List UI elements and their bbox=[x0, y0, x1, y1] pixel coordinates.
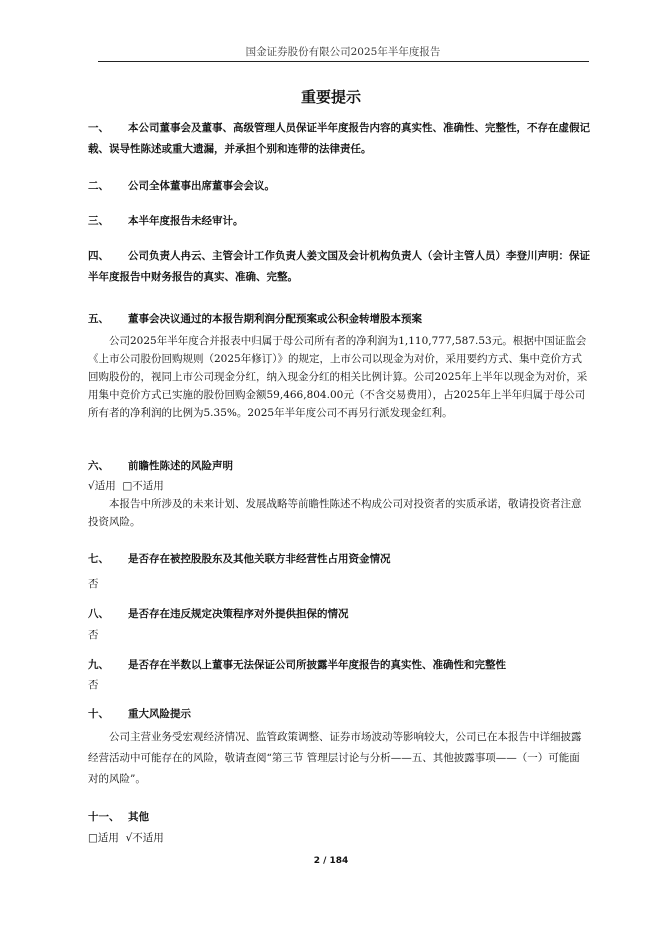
section-11-options bbox=[88, 829, 590, 847]
section-6-heading bbox=[88, 456, 590, 477]
section-6-number: 六、 bbox=[88, 460, 109, 472]
section-1-text: 本公司董事会及董事、高级管理人员保证半年度报告内容的真实性、准确性、完整性，不存在虚假记载、误导性陈述或重大遗漏，并承担个别和连带的法律责任。 bbox=[88, 122, 590, 155]
section-10-number: 十、 bbox=[88, 708, 109, 720]
section-8-answer: 否 bbox=[88, 629, 99, 641]
section-3-text: 本半年度报告未经审计。 bbox=[128, 215, 244, 227]
section-9-text: 是否存在半数以上董事无法保证公司所披露半年度报告的真实性、准确性和完整性 bbox=[128, 659, 506, 671]
section-7-heading bbox=[88, 549, 590, 570]
section-11-number: 十一、 bbox=[88, 811, 120, 823]
section-11-text: 其他 bbox=[128, 811, 149, 823]
section-4-number: 四、 bbox=[88, 250, 109, 262]
section-2-text: 公司全体董事出席董事会会议。 bbox=[128, 180, 275, 192]
section-1-number: 一、 bbox=[88, 122, 109, 134]
section-3 bbox=[88, 211, 590, 232]
section-2 bbox=[88, 176, 590, 197]
section-10-heading bbox=[88, 704, 590, 725]
section-10-body: 公司主营业务受宏观经济情况、监管政策调整、证券市场波动等影响较大，公司已在本报告中详细披露经营活动中可能存在的风险，敬请查阅“第三节 管理层讨论与分析——五、其他披露事项——（一）可能面对的风险”。 bbox=[88, 731, 582, 785]
applicable-option: √适用 bbox=[88, 480, 116, 492]
section-9-answer: 否 bbox=[88, 679, 99, 691]
applicable-option: □适用 bbox=[88, 832, 119, 844]
section-6-text: 前瞻性陈述的风险声明 bbox=[128, 460, 233, 472]
section-7-answer: 否 bbox=[88, 578, 99, 590]
page-number: 2 / 184 bbox=[313, 856, 349, 866]
section-5-body: 公司2025年半年度合并报表中归属于母公司所有者的净利润为1,110,777,587.53元。根据中国证监会《上市公司股份回购规则（2025年修订）》的规定，上市公司以现金为对价，采用要约方式、集中竞价方式回购股份的，视同上市公司现金分红，纳入现金分红的相关比例计算。公司2025年上半年以现金为对价，采用集中竞价方式已实施的股份回购金额59,466,804.00元（不含交易费用），占2025年上半年归属于母公司所有者的净利润的比例为5.35%。2025年半年度公司不再另行派发现金红利。 bbox=[88, 335, 588, 419]
section-4-text: 公司负责人冉云、主管会计工作负责人姜文国及会计机构负责人（会计主管人员）李登川声明：保证半年度报告中财务报告的真实、准确、完整。 bbox=[88, 250, 590, 283]
section-5-number: 五、 bbox=[88, 313, 109, 325]
section-6-options bbox=[88, 477, 590, 495]
section-8-text: 是否存在违反规定决策程序对外提供担保的情况 bbox=[128, 608, 349, 620]
section-1 bbox=[88, 118, 590, 160]
running-header: 国金证券股份有限公司2025年半年度报告 bbox=[245, 46, 441, 58]
section-10-text: 重大风险提示 bbox=[128, 708, 191, 720]
section-7-number: 七、 bbox=[88, 553, 109, 565]
section-9-heading bbox=[88, 655, 590, 676]
section-4 bbox=[88, 246, 590, 288]
section-6-body: 本报告中所涉及的未来计划、发展战略等前瞻性陈述不构成公司对投资者的实质承诺，敬请投资者注意投资风险。 bbox=[88, 498, 582, 528]
not-applicable-option: □不适用 bbox=[122, 480, 164, 492]
section-3-number: 三、 bbox=[88, 215, 109, 227]
section-5-text: 董事会决议通过的本报告期利润分配预案或公积金转增股本预案 bbox=[128, 313, 422, 325]
section-7-text: 是否存在被控股股东及其他关联方非经营性占用资金情况 bbox=[128, 553, 391, 565]
header-rule bbox=[98, 61, 589, 62]
section-8-heading bbox=[88, 604, 590, 625]
section-8-number: 八、 bbox=[88, 608, 109, 620]
section-2-number: 二、 bbox=[88, 180, 109, 192]
section-5-heading bbox=[88, 309, 590, 330]
section-11-heading bbox=[88, 807, 590, 828]
page-title: 重要提示 bbox=[300, 88, 361, 106]
not-applicable-option: √不适用 bbox=[125, 832, 164, 844]
section-9-number: 九、 bbox=[88, 659, 109, 671]
